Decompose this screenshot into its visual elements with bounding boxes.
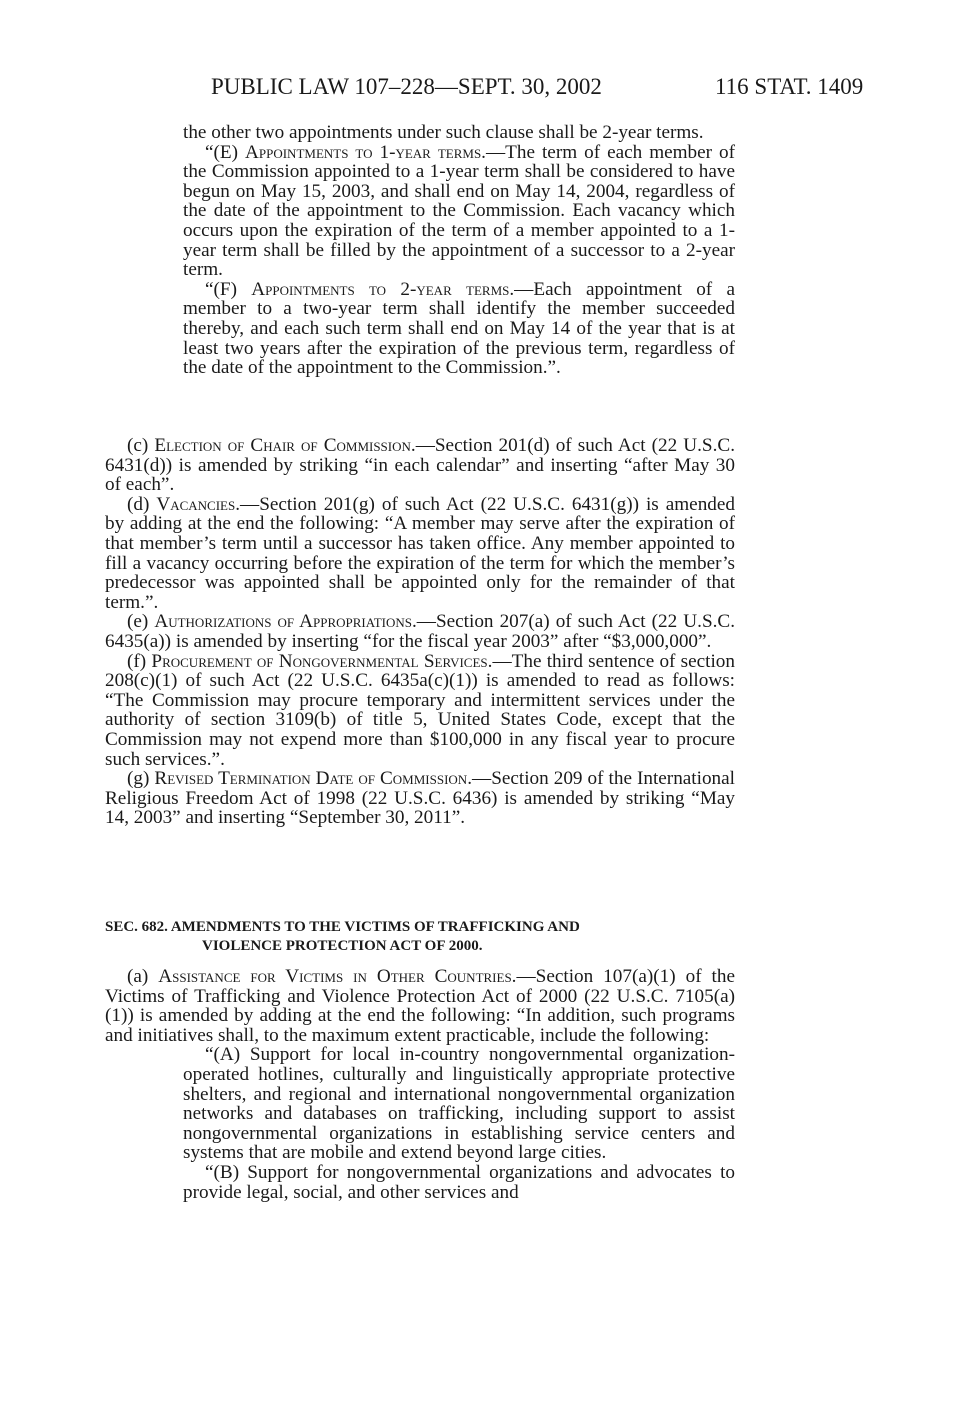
subsection-number: (f) (127, 650, 147, 672)
subparagraph-heading: Appointments to 1-year terms. (245, 141, 486, 163)
section-682-body (105, 967, 735, 1202)
section-heading-line: VIOLENCE PROTECTION ACT OF 2000. (202, 938, 483, 954)
subsection-number: (c) (127, 435, 149, 456)
subsection-text: —Section 207(a) of such Act (22 U.S.C. 6435(a)) is amended by inserting “for the fiscal year 2003” after “$3,000,000”. (105, 611, 736, 652)
continuation-block (105, 123, 735, 378)
subsection-heading: Assistance for Victims in Other Countries. (158, 966, 517, 987)
subparagraph-number: “(F) (205, 278, 237, 300)
subsection-e (105, 612, 735, 651)
subsections-block (105, 436, 735, 828)
subsection-number: (d) (127, 493, 150, 515)
subsection-number: (e) (127, 611, 149, 633)
subparagraph-heading: Appointments to 2-year terms. (251, 278, 515, 300)
section-heading (105, 918, 735, 956)
subsection-text: —Section 201(g) of such Act (22 U.S.C. 6431(g)) is amended by adding at the end the following: “A member may serve after the expiration of that member’s term until a successor has taken office. Any member appointed to fill a vacancy occurring before the expiration of the term for which the member’s predecessor was appointed shall be appointed only for the remainder of that term.”. (105, 493, 735, 613)
paragraph-continued (105, 123, 735, 143)
page-header (0, 74, 958, 102)
subparagraph-text: —Each appointment of a member to a two-year term shall identify the member succeeded thereby, and each such term shall end on May 14 of the year that is at least two years after the expiration of the previous term, regardless of the date of the appointment to the Commission.”. (183, 278, 736, 379)
running-head-title: PUBLIC LAW 107–228—SEPT. 30, 2002 (211, 74, 602, 99)
clause-b (105, 1163, 735, 1202)
subsection-heading: Procurement of Nongovernmental Services. (151, 650, 493, 672)
subparagraph-text: —The term of each member of the Commission appointed to a 1-year term shall be considered to have begun on May 15, 2003, and shall end on May 14, 2004, regardless of the date of the appointment to the Commission. Each vacancy which occurs upon the expiration of the term of a member appointed to a 1-year term shall be filled by the appointment of a successor to a 2-year term. (183, 141, 736, 281)
subsection-text: —Section 201(d) of such Act (22 U.S.C. 6431(d)) is amended by striking “in each calendar” and inserting “after May 30 of each”. (105, 435, 735, 496)
clause-a (105, 1045, 735, 1163)
subsection-heading: Election of Chair of Commission. (154, 435, 416, 456)
subsection-text: —The third sentence of section 208(c)(1) of such Act (22 U.S.C. 6435a(c)(1)) is amended to read as follows: “The Commission may procure temporary and intermittent services under the authority of section 3109(b) of title 5, United States Code, except that the Commission may not expend more than $100,000 in any fiscal year to procure such services.”. (105, 650, 735, 770)
subsection-c (105, 436, 735, 495)
subsection-number: (a) (127, 966, 149, 987)
paragraph-text: the other two appointments under such clause shall be 2-year terms. (183, 122, 704, 143)
subparagraph-e (105, 143, 735, 280)
page-number: 116 STAT. 1409 (715, 74, 864, 99)
section-heading-line: SEC. 682. AMENDMENTS TO THE VICTIMS OF TRAFFICKING AND (105, 919, 580, 935)
subsection-heading: Vacancies. (156, 493, 241, 515)
subsection-heading: Authorizations of Appropriations. (154, 611, 417, 633)
subsection-d (105, 495, 735, 613)
subsection-text: —Section 209 of the International Religious Freedom Act of 1998 (22 U.S.C. 6436) is amended by striking “May 14, 2003” and inserting “September 30, 2011”. (105, 768, 736, 829)
clause-text: “(A) Support for local in-country nongovernmental organization-operated hotlines, culturally and linguistically appropriate protective shelters, and regional and international nongovernmental organization networks and databases on trafficking, including support to assist nongovernmental organizations in establishing service centers and systems that are mobile and extend beyond large cities. (183, 1044, 735, 1164)
subsection-a (105, 967, 735, 1045)
clause-text: “(B) Support for nongovernmental organizations and advocates to provide legal, social, and other services and (183, 1161, 735, 1203)
subsection-g (105, 769, 735, 828)
subsection-number: (g) (127, 768, 150, 790)
subsection-heading: Revised Termination Date of Commission. (154, 768, 472, 790)
subsection-text: —Section 107(a)(1) of the Victims of Trafficking and Violence Protection Act of 2000 (22 U.S.C. 7105(a)(1)) is amended by adding at the end the following: “In addition, such programs and initiatives shall, to the maximum extent practicable, include the following: (105, 966, 735, 1046)
subparagraph-number: “(E) (205, 141, 239, 163)
subparagraph-f (105, 280, 735, 378)
subsection-f (105, 652, 735, 770)
